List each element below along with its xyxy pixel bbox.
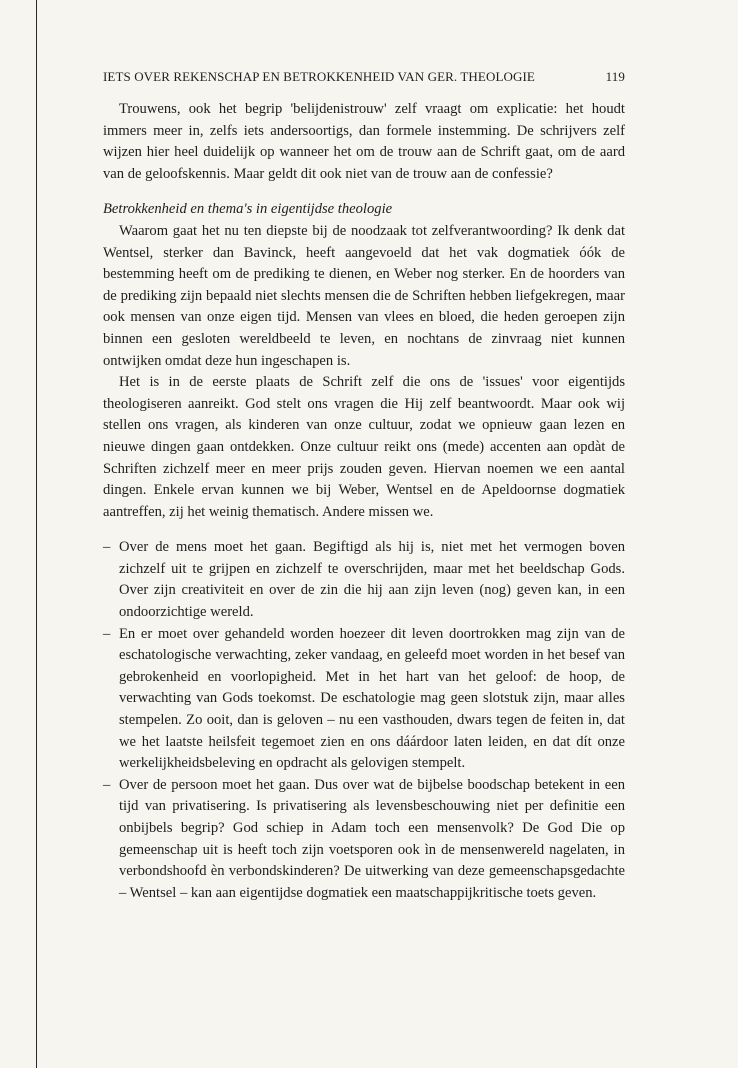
running-title: IETS OVER REKENSCHAP EN BETROKKENHEID VAN GER. THEOLOGIE [103, 69, 535, 84]
dash-bullet: – [103, 776, 111, 793]
intro-paragraph: Trouwens, ook het begrip 'belijdenistrouw' zelf vraagt om explicatie: het houdt immers meer in, zelfs iets andersoortigs, dan formele instemming. De schrijvers zelf wijzen hier heel duidelijk op wanneer het om de trouw aan de Schrift gaat, om de aard van de geloofskennis. Maar geldt dit ook niet van de trouw aan de confessie? [103, 101, 625, 182]
page-binding-line [36, 0, 37, 1068]
page-number: 119 [605, 69, 625, 84]
book-page [103, 58, 625, 920]
list-item [103, 624, 625, 775]
body-paragraph-2: Het is in de eerste plaats de Schrift zelf die ons de 'issues' voor eigentijds theologiseren aanreikt. God stelt ons vragen die Hij zelf beantwoordt. Maar ook wij stellen ons vragen, als kinderen van onze cultuur, zodat we opnieuw gaan lezen en nieuwe dingen gaan ontdekken. Onze cultuur reikt ons (mede) accenten aan opdàt de Schriften zichzelf meer en meer prijs zouden geven. Hiervan noemen we een aantal dingen. Enkele ervan kunnen we bij Weber, Wentsel en de Apeldoornse dogmatiek aantreffen, zij het weinig thematisch. Andere missen we. [103, 374, 625, 520]
body-paragraph-1: Waarom gaat het nu ten diepste bij de noodzaak tot zelfverantwoording? Ik denk dat Wentsel, sterker dan Bavinck, heeft aangevoeld dat het vak dogmatiek óók de bestemming heeft om de prediking te dienen, en Weber nog sterker. En de hoorders van de prediking zijn bepaald niet slechts mensen die de Schriften hebben liefgekregen, maar ook mensen van onze eigen tijd. Mensen van vlees en bloed, die heden geroepen zijn binnen een gesloten wereldbeeld te leven, en nochtans de zinvraag niet kunnen ontwijken omdat deze hun ingeschapen is. [103, 222, 625, 369]
running-head [103, 69, 625, 85]
dash-bullet: – [103, 539, 111, 556]
list-item-text: En er moet over gehandeld worden hoezeer dit leven doortrokken mag zijn van de eschatologische verwachting, zeker vandaag, en geleefd moet worden in het besef van gebrokenheid en voorlopigheid. Met in het hart van het geloof: de hoop, de verwachting van Gods toekomst. De eschatologie mag geen slotstuk zijn, maar alles stempelen. Zo ooit, dan is geloven – nu een vasthouden, dwars tegen de feiten in, dat we het laatste heilsfeit tegemoet zien en ons dáárdoor laten leiden, en dat dít onze werkelijkheidsbeleving en opdracht als gelovigen stempelt. [119, 625, 625, 772]
list-item-text: Over de mens moet het gaan. Begiftigd als hij is, niet met het vermogen boven zichzelf uit te grijpen en zichzelf te overschrijden, maar met het beeldschap Gods. Over zijn creativiteit en over de zin die hij aan zijn leven (nog) geven kan, in een ondoorzichtige wereld. [119, 539, 625, 621]
section-heading: Betrokkenheid en thema's in eigentijdse theologie [103, 201, 393, 218]
dash-bullet: – [103, 625, 111, 642]
dash-list [103, 537, 625, 904]
list-item [103, 537, 625, 623]
list-item [103, 775, 625, 905]
list-item-text: Over de persoon moet het gaan. Dus over wat de bijbelse boodschap betekent in een tijd van privatisering. Is privatisering als levensbeschouwing niet per definitie een onbijbels begrip? God schiep in Adam toch een mensenvolk? De God Die op gemeenschap uit is heeft toch zijn voetsporen ook ìn de mensenwereld nagelaten, in verbondshoofd èn verbondskinderen? De uitwerking van deze gemeenschapsgedachte – Wentsel – kan aan eigentijdse dogmatiek een maatschappijkritische toets geven. [119, 776, 625, 901]
